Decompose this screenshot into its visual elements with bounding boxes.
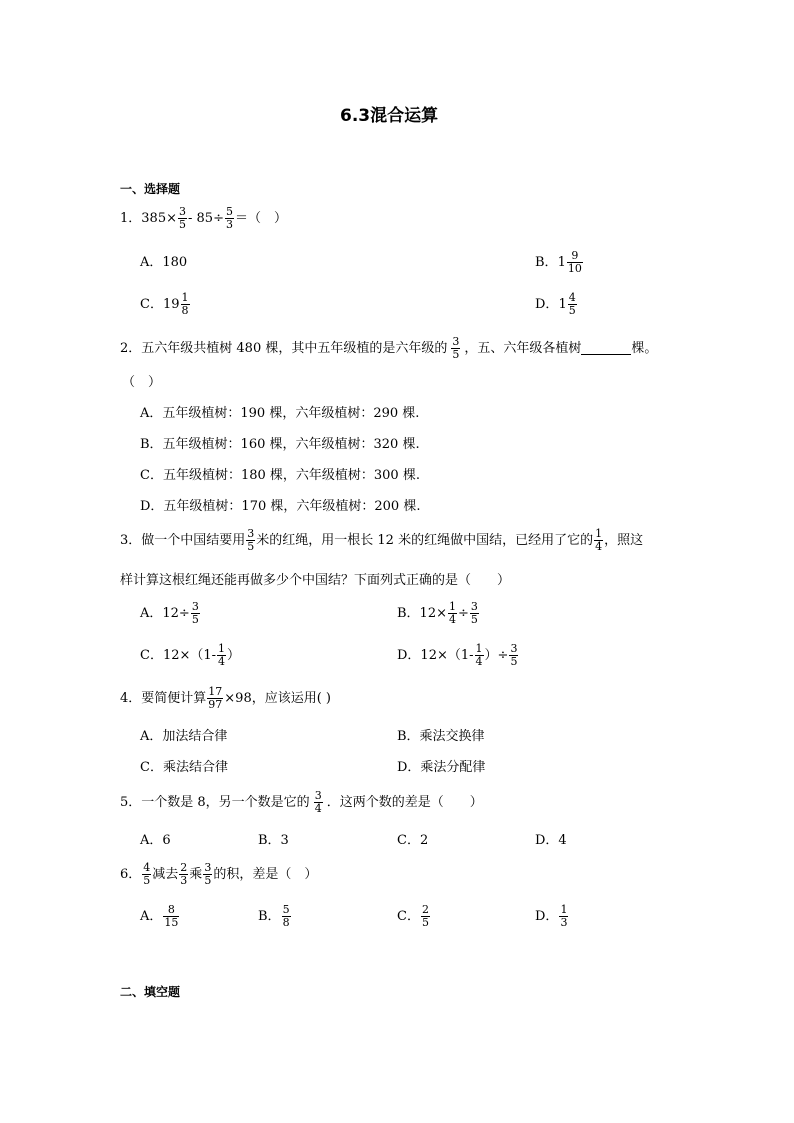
option-5c: C．2 [397,833,429,848]
option-4b: B．乘法交换律 [397,729,485,744]
fraction: $\frac{2}{3}$ [180,861,188,887]
option-2b: B．五年级植树：160 棵，六年级植树：320 棵. [140,437,420,452]
option-6b: B． $\frac{5}{8}$ [258,903,290,929]
option-6d: D． $\frac{1}{3}$ [535,903,568,929]
option-5d: D．4 [535,833,567,848]
question-5: 5．一个数是 8，另一个数是它的 $\frac{3}{4}$ ．这两个数的差是（ ） [120,789,483,815]
option-2d: D．五年级植树：170 棵，六年级植树：200 棵. [140,499,421,514]
page-title: 6.3混合运算 [340,106,439,126]
question-3: 3．做一个中国结要用 $\frac{3}{5}$ 米的红绳，用一根长 12 米的红绳做中国结，已经用了它的 $\frac{1}{4}$ ，照这 [120,527,644,553]
fraction: $\frac{3}{5}$ [247,527,255,553]
answer-paren: （ ） [122,375,162,390]
question-3-line-2: 样计算这根红绳还能再做多少个中国结？下面列式正确的是（ ） [120,573,511,588]
fraction: $\frac{3}{5}$ [179,205,186,231]
option-3c: C．12×（1- $\frac{1}{4}$ ） [140,642,241,668]
option-5a: A．6 [140,833,171,848]
option-1d: D． 1 $\frac{4}{5}$ [535,291,576,317]
option-1a: A．180 [140,255,188,270]
option-5b: B．3 [258,833,289,848]
section-heading-choice: 一、选择题 [120,182,181,196]
fraction: $\frac{4}{5}$ [143,861,151,887]
option-3a: A．12÷ $\frac{3}{5}$ [140,600,199,626]
fraction: $\frac{3}{5}$ [204,861,212,887]
question-4: 4．要简便计算 $\frac{17}{97}$ ×98，应该运用( ) [120,685,331,711]
option-4d: D．乘法分配律 [397,760,486,775]
expr-text: 385× [141,210,177,226]
expr-text: - 85÷ [188,210,224,226]
option-1c: C． 19 $\frac{1}{8}$ [140,291,189,317]
fraction: $\frac{3}{5}$ [452,335,460,361]
option-4c: C．乘法结合律 [140,760,228,775]
option-1b: B． 1 $\frac{9}{10}$ [535,249,582,275]
option-3b: B．12× $\frac{1}{4}$ ÷ $\frac{3}{5}$ [397,600,478,626]
fraction: $\frac{1}{4}$ [595,527,603,553]
question-number: 1． [120,210,142,226]
expr-text: ＝（ ） [234,210,287,226]
question-1 [120,206,287,230]
fraction: $\frac{5}{3}$ [225,205,233,231]
fraction: $\frac{3}{4}$ [314,789,322,815]
option-4a: A．加法结合律 [140,729,228,744]
option-2a: A．五年级植树：190 棵，六年级植树：290 棵. [140,406,420,421]
answer-blank[interactable] [581,342,631,355]
fraction: $\frac{17}{97}$ [208,685,223,711]
section-heading-fill: 二、填空题 [120,985,181,999]
option-6c: C． $\frac{2}{5}$ [397,903,429,929]
option-3d: D．12×（1- $\frac{1}{4}$ ）÷ $\frac{3}{5}$ [397,642,518,668]
question-2: 2．五六年级共植树 480 棵，其中五年级植的是六年级的 $\frac{3}{5}$ ，五、六年级各植树 棵。 [120,335,658,361]
option-2c: C．五年级植树：180 棵，六年级植树：300 棵. [140,468,420,483]
option-6a: A． $\frac{8}{15}$ [140,903,179,929]
question-6: 6． $\frac{4}{5}$ 减去 $\frac{2}{3}$ 乘 $\frac{3}{5}$ 的积，差是（ ） [120,861,318,887]
